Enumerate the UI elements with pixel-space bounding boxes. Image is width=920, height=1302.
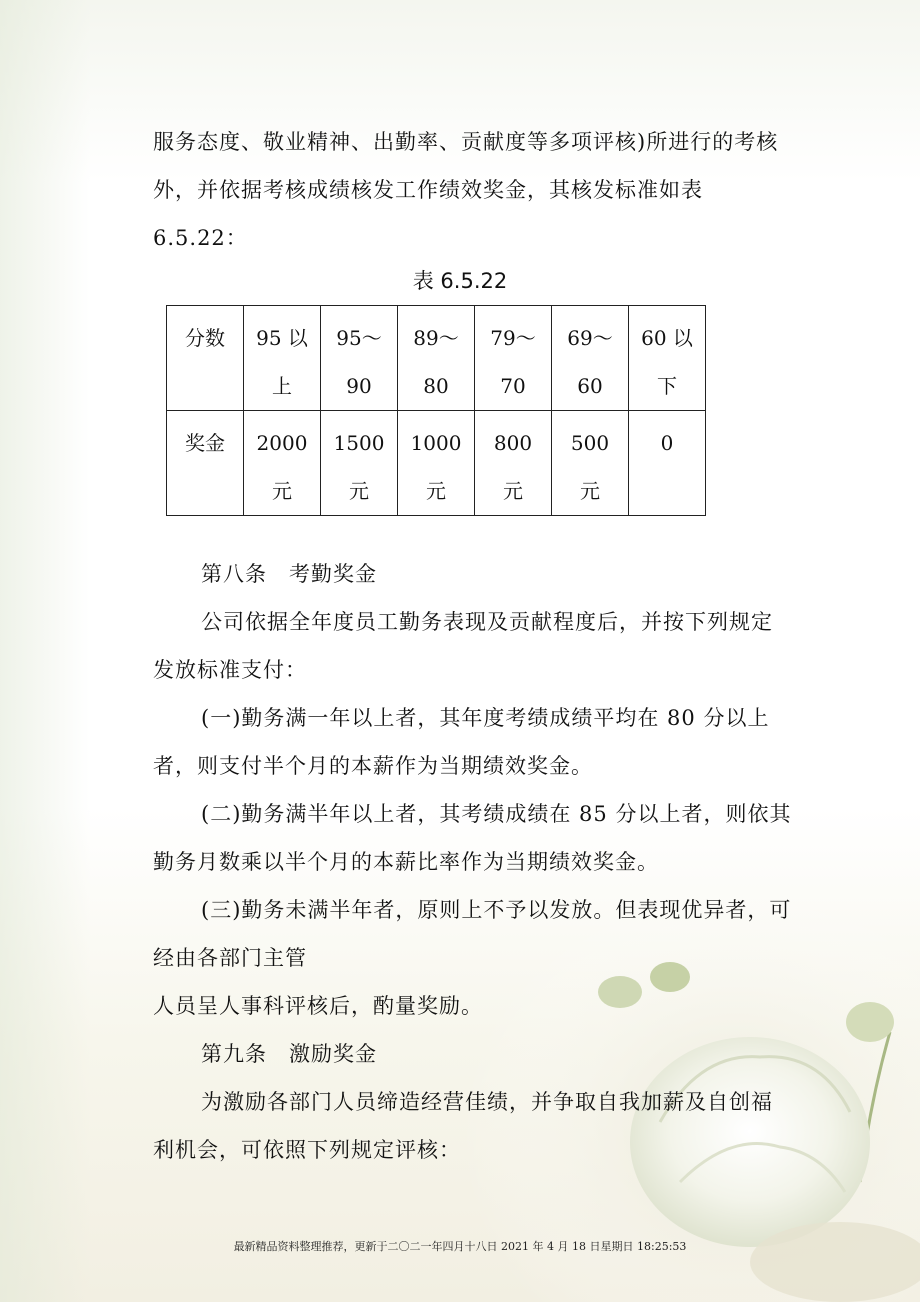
table-caption: 表 6.5.22 xyxy=(412,269,508,293)
article-9-intro: 为激励各部门人员缔造经营佳绩，并争取自我加薪及自创福利机会，可依照下列规定评核： xyxy=(153,1090,773,1162)
article-8-item-3: (三)勤务未满半年者，原则上不予以发放。但表现优异者，可经由各部门主管 xyxy=(153,898,792,970)
article-8-item-1: (一)勤务满一年以上者，其年度考绩成绩平均在 80 分以上者，则支付半个月的本薪作为当期绩效奖金。 xyxy=(153,706,770,778)
article-title: 激励奖金 xyxy=(289,1042,377,1066)
table-cell: 1000 元 xyxy=(398,411,475,516)
article-number: 第九条 xyxy=(201,1042,267,1066)
table-cell: 2000 元 xyxy=(244,411,321,516)
page-footer: 最新精品资料整理推荐，更新于二〇二一年四月十八日 2021 年 4 月 18 日星期日 18:25:53 xyxy=(233,1240,687,1253)
article-8-continuation: 人员呈人事科评核后，酌量奖励。 xyxy=(153,994,483,1018)
article-title: 考勤奖金 xyxy=(289,562,377,586)
article-number: 第八条 xyxy=(201,562,267,586)
article-8-item-2: (二)勤务满半年以上者，其考绩成绩在 85 分以上者，则依其勤务月数乘以半个月的本薪比率作为当期绩效奖金。 xyxy=(153,802,792,874)
bonus-standard-table xyxy=(166,305,706,516)
intro-paragraph: 服务态度、敬业精神、出勤率、贡献度等多项评核)所进行的考核外，并依据考核成绩核发工作绩效奖金，其核发标准如表6.5.22： xyxy=(153,130,779,250)
table-row xyxy=(167,306,706,411)
table-row xyxy=(167,411,706,516)
table-cell: 800 元 xyxy=(475,411,552,516)
table-cell: 95 以 上 xyxy=(244,306,321,411)
table-cell: 60 以 下 xyxy=(629,306,706,411)
article-8-intro: 公司依据全年度员工勤务表现及贡献程度后，并按下列规定发放标准支付： xyxy=(153,610,773,682)
article-8-heading xyxy=(201,550,377,598)
table-cell: 500 元 xyxy=(552,411,629,516)
article-9-heading xyxy=(201,1030,377,1078)
table-cell: 0 xyxy=(629,411,706,516)
table-cell: 89～ 80 xyxy=(398,306,475,411)
table-cell: 69～ 60 xyxy=(552,306,629,411)
row-header-score: 分数 xyxy=(167,306,244,411)
table-cell: 1500 元 xyxy=(321,411,398,516)
row-header-bonus: 奖金 xyxy=(167,411,244,516)
table-cell: 95～ 90 xyxy=(321,306,398,411)
table-cell: 79～ 70 xyxy=(475,306,552,411)
